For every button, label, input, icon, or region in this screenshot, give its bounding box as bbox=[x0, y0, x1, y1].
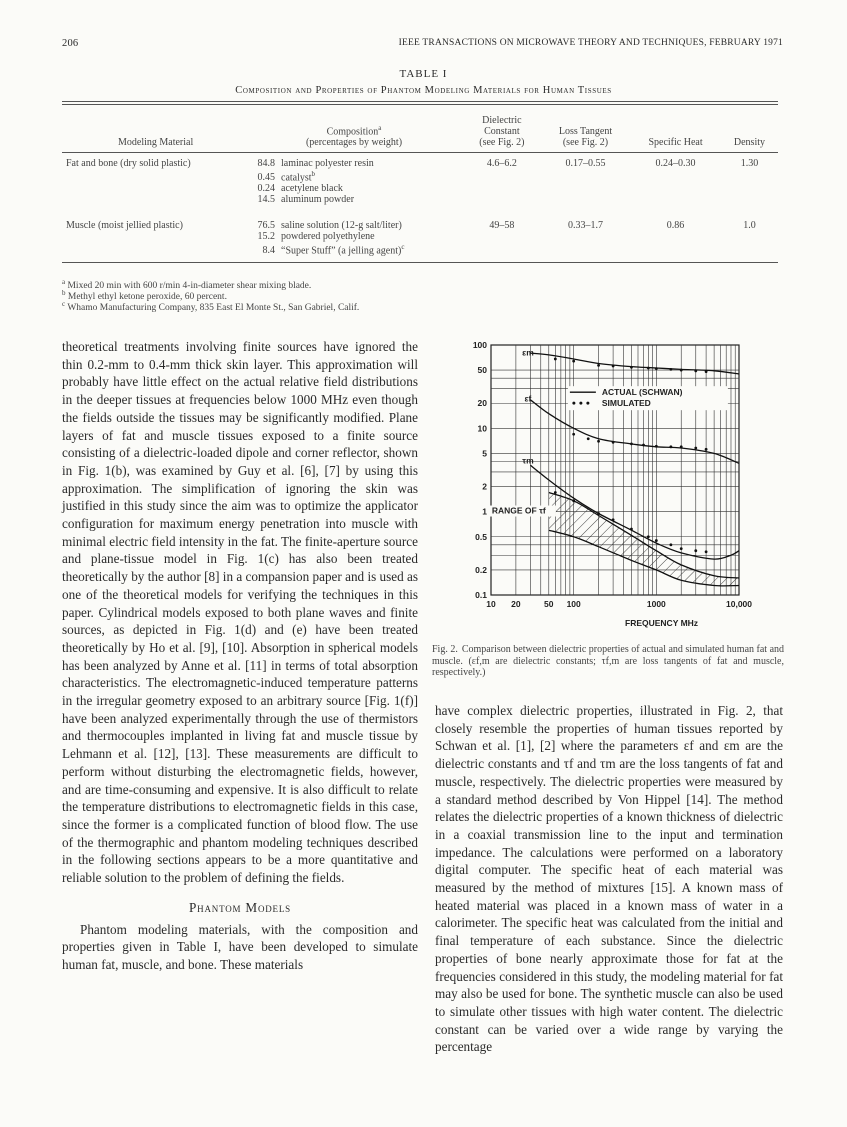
x-tick-label: 50 bbox=[544, 599, 554, 609]
table-caption: Composition and Properties of Phantom Modeling Materials for Human Tissues bbox=[235, 85, 612, 96]
legend-entry: SIMULATED bbox=[601, 398, 651, 409]
col-header-dielectric: Dielectric Constant (see Fig. 2) bbox=[479, 115, 525, 148]
table-bottom-rule bbox=[62, 262, 778, 263]
simulated-point bbox=[572, 433, 575, 436]
simulated-point bbox=[655, 539, 658, 542]
series-annotation: εf bbox=[524, 393, 532, 404]
cell-composition: 76.5 saline solution (12-g salt/liter) 15.2 powdered polyethylene 8.4 “Super Stuff” (a jelling agent)$^c$ bbox=[257, 220, 405, 257]
table-row bbox=[62, 152, 778, 214]
paragraph: have complex dielectric properties, illustrated in Fig. 2, that closely resemble the properties of human tissues reported by Schwan et al. [1], [2] where the parameters εf and εm are the dielectric constants and τf and τm are the loss tangents of fat and muscle, respectively. The dielectric properties were measured by a standard method described by Von Hippel [14]. The method relates the dielectric properties of a known thickness of dielectric in a coaxial transmission line to the input and termination impedance. The calculations were performed on a laboratory digital computer. The specific heat of each material was measured by the method of mixtures [15]. A known mass of heated material was placed in a known mass of water in a calorimeter. The specific heat was calculated from the initial and final temperature of each substance. Since the dielectric properties of bone nearly approximate those for fat at the frequencies considered in this study, the modeling material for fat may also be used for bone. The synthetic muscle can also be used to simulate other tissues with high water content. The dielectric constant can be varied over a wide range by varying the percentage bbox=[435, 703, 783, 1055]
simulated-point bbox=[694, 369, 697, 372]
legend-entry: ACTUAL (SCHWAN) bbox=[601, 387, 683, 398]
series-annotation: τm bbox=[522, 455, 534, 466]
simulated-point bbox=[669, 543, 672, 546]
page-number: 206 bbox=[62, 38, 79, 49]
table-label: TABLE I bbox=[399, 68, 448, 80]
cell-density: 1.0 bbox=[743, 220, 756, 231]
x-tick-label: 1000 bbox=[646, 599, 666, 609]
cell-loss: 0.33–1.7 bbox=[567, 220, 603, 231]
right-column bbox=[435, 702, 783, 1056]
col-header-loss: Loss Tangent (see Fig. 2) bbox=[558, 126, 613, 148]
legend-dot-swatch bbox=[579, 402, 582, 405]
cell-material: Muscle (moist jellied plastic) bbox=[66, 220, 183, 231]
x-tick-label: 10,000 bbox=[726, 599, 752, 609]
figure-caption bbox=[432, 644, 784, 679]
y-tick-label: 20 bbox=[477, 398, 487, 409]
col-header-specific-heat: Specific Heat bbox=[648, 137, 703, 148]
series-annotation: RANGE OF τf bbox=[491, 505, 546, 516]
left-column bbox=[62, 338, 418, 974]
simulated-point bbox=[647, 367, 650, 370]
simulated-point bbox=[597, 440, 600, 443]
series-line bbox=[530, 353, 739, 374]
legend-dot-swatch bbox=[572, 402, 575, 405]
simulated-point bbox=[694, 447, 697, 450]
paragraph: Phantom modeling materials, with the composition and properties given in Table I, have been developed to simulate human fat, muscle, and bone. These materials bbox=[62, 921, 418, 972]
col-header-density: Density bbox=[733, 137, 765, 148]
figure-caption-text: Comparison between dielectric properties of actual and simulated human fat and muscle. (εf,m are dielectric constants; τf,m are loss tangents of fat and muscle, respectively.) bbox=[432, 644, 785, 678]
cell-composition: 84.8 laminac polyester resin 0.45 catalyst$^b$ 0.24 acetylene black 14.5 aluminum powder bbox=[257, 158, 374, 206]
running-head: IEEE TRANSACTIONS ON MICROWAVE THEORY AND TECHNIQUES, FEBRUARY 1971 bbox=[398, 38, 783, 48]
cell-specific-heat: 0.86 bbox=[666, 220, 685, 231]
simulated-point bbox=[669, 445, 672, 448]
simulated-point bbox=[572, 360, 575, 363]
y-tick-label: 50 bbox=[477, 365, 487, 376]
simulated-point bbox=[705, 370, 708, 373]
cell-material: Fat and bone (dry solid plastic) bbox=[66, 158, 191, 169]
simulated-point bbox=[597, 364, 600, 367]
simulated-point bbox=[680, 445, 683, 448]
x-axis-label: FREQUENCY MHz bbox=[625, 618, 699, 628]
y-tick-label: 0.1 bbox=[475, 590, 487, 600]
simulated-point bbox=[655, 367, 658, 370]
simulated-point bbox=[694, 549, 697, 552]
cell-density: 1.30 bbox=[740, 158, 759, 169]
cell-loss: 0.17–0.55 bbox=[565, 158, 606, 169]
cell-dielectric: 49–58 bbox=[489, 220, 515, 231]
simulated-point bbox=[554, 491, 557, 494]
simulated-point bbox=[612, 365, 615, 368]
col-header-composition: Composition$^a$ (percentages by weight) bbox=[305, 123, 403, 148]
table-top-rule-inner bbox=[62, 104, 778, 105]
y-tick-label: 0.2 bbox=[475, 564, 487, 575]
section-heading: Phantom Models bbox=[189, 899, 291, 915]
table-footnote: $^c$ Whamo Manufacturing Company, 835 East El Monte St., San Gabriel, Calif. bbox=[62, 300, 360, 314]
cell-specific-heat: 0.24–0.30 bbox=[655, 158, 696, 169]
table-top-rule bbox=[62, 101, 778, 102]
y-tick-label: 2 bbox=[482, 481, 487, 492]
tau-f-range-band bbox=[549, 492, 739, 585]
simulated-point bbox=[554, 358, 557, 361]
simulated-point bbox=[587, 437, 590, 440]
simulated-point bbox=[630, 366, 633, 369]
x-tick-label: 10 bbox=[486, 599, 496, 609]
simulated-point bbox=[680, 547, 683, 550]
x-tick-label: 100 bbox=[566, 599, 581, 609]
simulated-point bbox=[642, 444, 645, 447]
simulated-point bbox=[612, 518, 615, 521]
simulated-point bbox=[647, 535, 650, 538]
simulated-point bbox=[655, 445, 658, 448]
paragraph: theoretical treatments involving finite sources have ignored the thin 0.2-mm to 0.4-mm thick skin layer. This approximation will probably have little effect on the actual relative field distributions in the deeper tissues at frequencies below 1000 MHz even though the fields outside the tissues may be significantly modified. Plane layers of fat and muscle tissues exposed to a finite source consisting of a dielectric-loaded dipole and corner reflector, shown in Fig. 1(b), was examined by Guy et al. [6], [7] by using this approximation. The simplification of ignoring the skin was justified in this study since the aim was to optimize the applicator configuration for maximum energy penetration into muscle with minimal electric field intensity in the fat. The finite-aperture source and plane-tissue model in Fig. 1(c) has also been treated theoretically by the author [8] in a compansion paper and is used as one of the theoretical models for verifying the techniques in this paper. Cylindrical models exposed to both plane waves and finite sources, as depicted in Fig. 1(d) and (e) have been treated theoretically by Ho et al. [9], [10]. Absorption in spherical models has been analyzed by Anne et al. [11] in terms of total absorption characteristics. The electromagnetic-induced temperature patterns in the irregular geometry exposed to an arbitrary source [Fig. 1(f)] have been analyzed experimentally through the use of thermistors and thermocouples implanted in living fat and muscle tissue by Lehmann et al. [12], [13]. These measurements are difficult to perform without disturbing the electromagnetic fields, however, and are time-consuming and expensive. It is also difficult to relate the temperature distributions to electromagnetic fields in this case, since the former is a complicated function of blood flow. The use of the thermographic and phantom modeling techniques described in the following sections appears to be a more quantitative and reliable solution to the problem of defining the fields. bbox=[62, 339, 418, 886]
legend-dot-swatch bbox=[586, 402, 589, 405]
figure-label: Fig. 2. bbox=[432, 644, 458, 655]
y-tick-label: 0.5 bbox=[475, 531, 487, 542]
y-tick-label: 10 bbox=[477, 423, 487, 434]
simulated-point bbox=[705, 550, 708, 553]
y-tick-label: 100 bbox=[472, 340, 487, 350]
y-tick-label: 1 bbox=[482, 506, 487, 517]
simulated-point bbox=[705, 448, 708, 451]
x-tick-label: 20 bbox=[511, 599, 521, 609]
col-header-material: Modeling Material bbox=[118, 137, 194, 148]
series-annotation: εm bbox=[522, 347, 534, 358]
table-footnote: $^a$ Mixed 20 min with 600 r/min 4-in-diameter shear mixing blade. bbox=[62, 278, 312, 292]
simulated-point bbox=[612, 441, 615, 444]
simulated-point bbox=[680, 369, 683, 372]
table-row bbox=[62, 214, 778, 256]
y-tick-label: 5 bbox=[482, 448, 487, 459]
simulated-point bbox=[630, 528, 633, 531]
simulated-point bbox=[630, 443, 633, 446]
cell-dielectric: 4.6–6.2 bbox=[486, 158, 517, 169]
materials-table bbox=[62, 110, 778, 256]
figure-2-chart bbox=[455, 335, 785, 635]
simulated-point bbox=[669, 368, 672, 371]
table-footnote: $^b$ Methyl ethyl ketone peroxide, 60 percent. bbox=[62, 289, 227, 303]
